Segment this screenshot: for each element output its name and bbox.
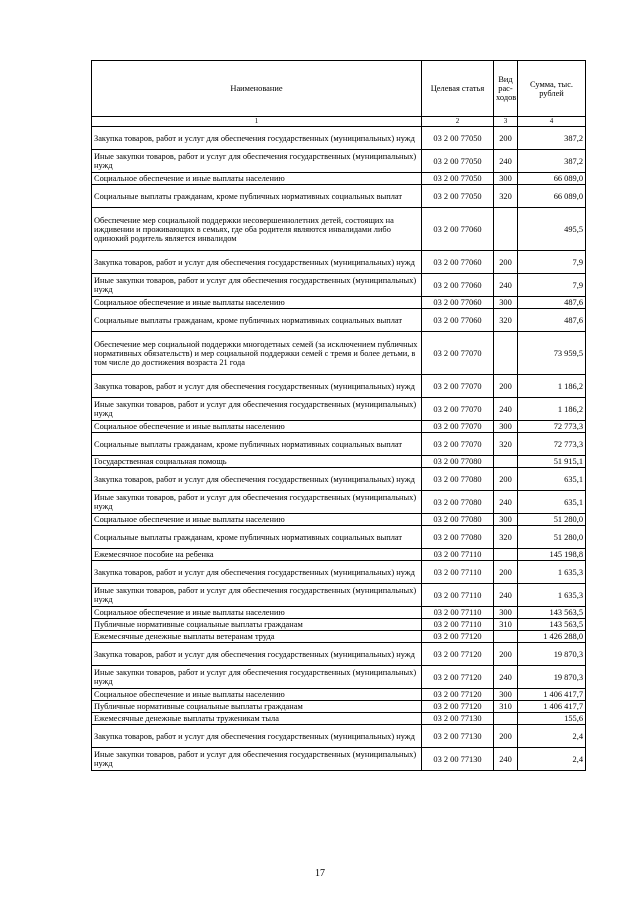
row-type: 240: [494, 150, 518, 173]
column-number: 3: [494, 117, 518, 127]
row-sum: 487,6: [518, 309, 586, 332]
row-name: Закупка товаров, работ и услуг для обеспечения государственных (муниципальных) нужд: [92, 251, 422, 274]
table-row: [92, 127, 586, 150]
column-number-row: [92, 117, 586, 127]
row-type: 240: [494, 584, 518, 607]
column-number: 2: [422, 117, 494, 127]
row-code: 03 2 00 77060: [422, 251, 494, 274]
row-code: 03 2 00 77050: [422, 185, 494, 208]
table-row: [92, 468, 586, 491]
table-row: [92, 643, 586, 666]
column-number: 1: [92, 117, 422, 127]
row-name: Закупка товаров, работ и услуг для обеспечения государственных (муниципальных) нужд: [92, 725, 422, 748]
table-row: [92, 309, 586, 332]
table-body: [92, 127, 586, 771]
table-row: [92, 421, 586, 433]
row-name: Социальное обеспечение и иные выплаты населению: [92, 514, 422, 526]
row-code: 03 2 00 77070: [422, 375, 494, 398]
row-type: 320: [494, 433, 518, 456]
table-row: [92, 150, 586, 173]
row-code: 03 2 00 77080: [422, 468, 494, 491]
row-code: 03 2 00 77110: [422, 619, 494, 631]
row-type: 300: [494, 173, 518, 185]
row-sum: 635,1: [518, 468, 586, 491]
header-type: Вид рас-ходов: [494, 61, 518, 117]
row-sum: 51 280,0: [518, 514, 586, 526]
table-row: [92, 297, 586, 309]
table-row: [92, 173, 586, 185]
table-row: [92, 526, 586, 549]
row-code: 03 2 00 77050: [422, 150, 494, 173]
row-type: 240: [494, 491, 518, 514]
row-name: Ежемесячные денежные выплаты ветеранам труда: [92, 631, 422, 643]
header-code: Целевая статья: [422, 61, 494, 117]
row-code: 03 2 00 77050: [422, 173, 494, 185]
row-sum: 1 406 417,7: [518, 689, 586, 701]
row-code: 03 2 00 77080: [422, 526, 494, 549]
row-type: [494, 208, 518, 251]
row-name: Социальное обеспечение и иные выплаты населению: [92, 421, 422, 433]
table-row: [92, 398, 586, 421]
row-sum: 19 870,3: [518, 643, 586, 666]
row-type: 320: [494, 309, 518, 332]
row-type: [494, 631, 518, 643]
row-type: [494, 456, 518, 468]
row-sum: 66 089,0: [518, 173, 586, 185]
row-type: 240: [494, 666, 518, 689]
row-type: 200: [494, 127, 518, 150]
row-type: [494, 549, 518, 561]
row-code: 03 2 00 77070: [422, 433, 494, 456]
row-type: 310: [494, 619, 518, 631]
row-sum: 7,9: [518, 274, 586, 297]
budget-table: [91, 60, 586, 771]
table-row: [92, 584, 586, 607]
row-sum: 495,5: [518, 208, 586, 251]
table-row: [92, 561, 586, 584]
row-name: Иные закупки товаров, работ и услуг для обеспечения государственных (муниципальных) нужд: [92, 491, 422, 514]
row-sum: 51 915,1: [518, 456, 586, 468]
table-row: [92, 274, 586, 297]
table-row: [92, 185, 586, 208]
row-name: Социальное обеспечение и иные выплаты населению: [92, 173, 422, 185]
row-code: 03 2 00 77050: [422, 127, 494, 150]
row-name: Ежемесячное пособие на ребенка: [92, 549, 422, 561]
row-sum: 66 089,0: [518, 185, 586, 208]
table-row: [92, 251, 586, 274]
table-row: [92, 607, 586, 619]
row-code: 03 2 00 77120: [422, 666, 494, 689]
row-type: 200: [494, 251, 518, 274]
header-name: Наименование: [92, 61, 422, 117]
row-name: Социальные выплаты гражданам, кроме публичных нормативных социальных выплат: [92, 526, 422, 549]
row-type: 300: [494, 514, 518, 526]
row-name: Социальное обеспечение и иные выплаты населению: [92, 689, 422, 701]
row-code: 03 2 00 77070: [422, 332, 494, 375]
table-row: [92, 619, 586, 631]
row-type: 240: [494, 398, 518, 421]
row-sum: 19 870,3: [518, 666, 586, 689]
row-code: 03 2 00 77060: [422, 274, 494, 297]
row-sum: 7,9: [518, 251, 586, 274]
table-row: [92, 725, 586, 748]
row-name: Социальное обеспечение и иные выплаты населению: [92, 607, 422, 619]
row-code: 03 2 00 77120: [422, 689, 494, 701]
row-name: Социальные выплаты гражданам, кроме публичных нормативных социальных выплат: [92, 309, 422, 332]
row-name: Закупка товаров, работ и услуг для обеспечения государственных (муниципальных) нужд: [92, 561, 422, 584]
table-row: [92, 433, 586, 456]
table-row: [92, 491, 586, 514]
row-sum: 145 198,8: [518, 549, 586, 561]
row-sum: 1 406 417,7: [518, 701, 586, 713]
row-name: Закупка товаров, работ и услуг для обеспечения государственных (муниципальных) нужд: [92, 127, 422, 150]
row-code: 03 2 00 77110: [422, 549, 494, 561]
row-code: 03 2 00 77060: [422, 309, 494, 332]
row-type: 320: [494, 185, 518, 208]
row-sum: 387,2: [518, 127, 586, 150]
row-name: Социальное обеспечение и иные выплаты населению: [92, 297, 422, 309]
row-code: 03 2 00 77060: [422, 297, 494, 309]
row-code: 03 2 00 77110: [422, 561, 494, 584]
row-type: 200: [494, 725, 518, 748]
row-type: 200: [494, 468, 518, 491]
row-sum: 635,1: [518, 491, 586, 514]
row-sum: 143 563,5: [518, 619, 586, 631]
row-sum: 1 635,3: [518, 561, 586, 584]
table-row: [92, 701, 586, 713]
table-row: [92, 332, 586, 375]
row-name: Иные закупки товаров, работ и услуг для обеспечения государственных (муниципальных) нужд: [92, 584, 422, 607]
row-type: 200: [494, 643, 518, 666]
row-type: 300: [494, 297, 518, 309]
row-code: 03 2 00 77080: [422, 514, 494, 526]
row-type: [494, 332, 518, 375]
row-code: 03 2 00 77110: [422, 607, 494, 619]
table-row: [92, 514, 586, 526]
column-number: 4: [518, 117, 586, 127]
table-row: [92, 689, 586, 701]
row-sum: 1 186,2: [518, 375, 586, 398]
row-name: Обеспечение мер социальной поддержки несовершеннолетних детей, состоящих на иждивении и проживающих в семьях, где оба родителя являются инвалидами либо одинокий родитель является инвалидом: [92, 208, 422, 251]
row-code: 03 2 00 77080: [422, 456, 494, 468]
row-sum: 51 280,0: [518, 526, 586, 549]
row-sum: 72 773,3: [518, 421, 586, 433]
row-type: 300: [494, 607, 518, 619]
row-name: Публичные нормативные социальные выплаты гражданам: [92, 701, 422, 713]
row-name: Обеспечение мер социальной поддержки многодетных семей (за исключением публичных нормативных обязательств) и мер социальной поддержки семей с тремя и более детьми, в том числе до достижения возраста 21 года: [92, 332, 422, 375]
row-name: Иные закупки товаров, работ и услуг для обеспечения государственных (муниципальных) нужд: [92, 398, 422, 421]
row-sum: 2,4: [518, 725, 586, 748]
row-code: 03 2 00 77130: [422, 713, 494, 725]
row-name: Закупка товаров, работ и услуг для обеспечения государственных (муниципальных) нужд: [92, 375, 422, 398]
row-name: Закупка товаров, работ и услуг для обеспечения государственных (муниципальных) нужд: [92, 643, 422, 666]
row-sum: 155,6: [518, 713, 586, 725]
row-name: Государственная социальная помощь: [92, 456, 422, 468]
row-code: 03 2 00 77070: [422, 421, 494, 433]
row-name: Публичные нормативные социальные выплаты гражданам: [92, 619, 422, 631]
row-code: 03 2 00 77130: [422, 748, 494, 771]
header-sum: Сумма, тыс. рублей: [518, 61, 586, 117]
row-type: 240: [494, 748, 518, 771]
row-name: Ежемесячные денежные выплаты труженикам тыла: [92, 713, 422, 725]
row-code: 03 2 00 77070: [422, 398, 494, 421]
row-code: 03 2 00 77120: [422, 701, 494, 713]
table-row: [92, 208, 586, 251]
row-sum: 73 959,5: [518, 332, 586, 375]
row-code: 03 2 00 77130: [422, 725, 494, 748]
row-type: 310: [494, 701, 518, 713]
row-type: 200: [494, 375, 518, 398]
page-number: 17: [315, 868, 325, 879]
row-name: Иные закупки товаров, работ и услуг для обеспечения государственных (муниципальных) нужд: [92, 748, 422, 771]
row-sum: 1 186,2: [518, 398, 586, 421]
row-sum: 487,6: [518, 297, 586, 309]
row-code: 03 2 00 77120: [422, 643, 494, 666]
row-type: 300: [494, 421, 518, 433]
table-row: [92, 631, 586, 643]
table-row: [92, 713, 586, 725]
row-sum: 143 563,5: [518, 607, 586, 619]
table-row: [92, 456, 586, 468]
row-code: 03 2 00 77120: [422, 631, 494, 643]
row-type: 320: [494, 526, 518, 549]
row-type: 300: [494, 689, 518, 701]
row-name: Закупка товаров, работ и услуг для обеспечения государственных (муниципальных) нужд: [92, 468, 422, 491]
table-row: [92, 549, 586, 561]
row-code: 03 2 00 77060: [422, 208, 494, 251]
row-name: Иные закупки товаров, работ и услуг для обеспечения государственных (муниципальных) нужд: [92, 150, 422, 173]
row-name: Иные закупки товаров, работ и услуг для обеспечения государственных (муниципальных) нужд: [92, 666, 422, 689]
table-row: [92, 748, 586, 771]
table-row: [92, 375, 586, 398]
header-row: [92, 61, 586, 117]
row-sum: 72 773,3: [518, 433, 586, 456]
row-type: 240: [494, 274, 518, 297]
row-name: Социальные выплаты гражданам, кроме публичных нормативных социальных выплат: [92, 185, 422, 208]
table-row: [92, 666, 586, 689]
row-code: 03 2 00 77080: [422, 491, 494, 514]
row-code: 03 2 00 77110: [422, 584, 494, 607]
row-type: [494, 713, 518, 725]
row-sum: 2,4: [518, 748, 586, 771]
row-type: 200: [494, 561, 518, 584]
row-sum: 387,2: [518, 150, 586, 173]
row-sum: 1 635,3: [518, 584, 586, 607]
row-name: Социальные выплаты гражданам, кроме публичных нормативных социальных выплат: [92, 433, 422, 456]
row-name: Иные закупки товаров, работ и услуг для обеспечения государственных (муниципальных) нужд: [92, 274, 422, 297]
row-sum: 1 426 288,0: [518, 631, 586, 643]
